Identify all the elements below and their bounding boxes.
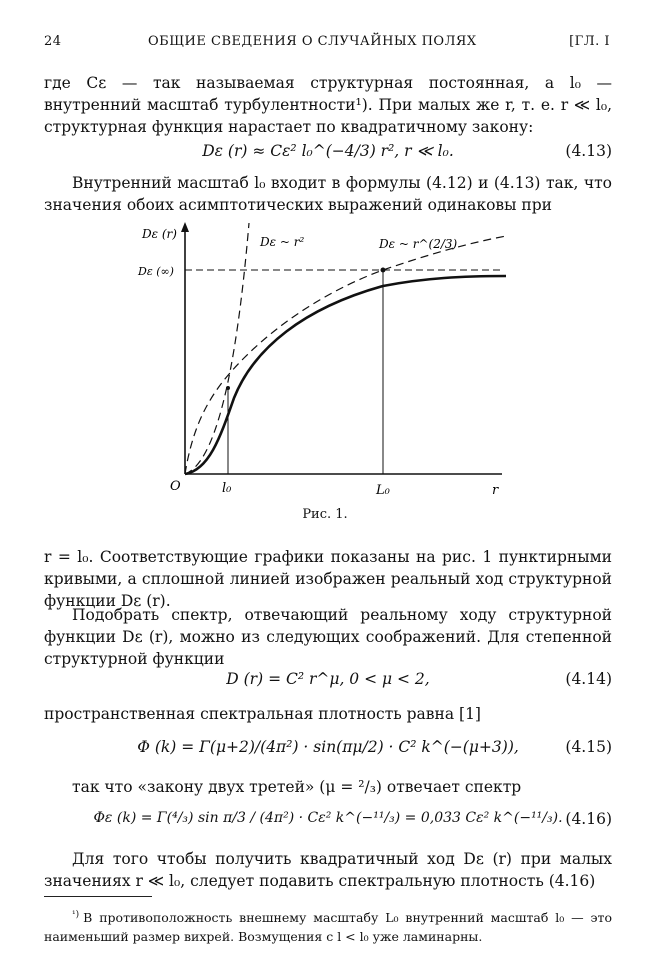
tick-l0-large: L₀ (376, 483, 390, 498)
l0-point (226, 386, 230, 390)
y-level-label: Dε (∞) (138, 265, 174, 278)
formula-4-15 (44, 738, 612, 762)
formula-number: (4.16) (565, 810, 612, 828)
footnote (44, 906, 612, 946)
footnote-marker: ¹) (72, 910, 80, 920)
y-axis-arrow (181, 222, 189, 232)
paragraph-6: так что «закону двух третей» (μ = ²/₃) отвечает спектр (72, 778, 522, 796)
formula-4-16 (44, 810, 612, 834)
page-number: 24 (44, 34, 62, 49)
running-title: ОБЩИЕ СВЕДЕНИЯ О СЛУЧАЙНЫХ ПОЛЯХ (148, 34, 477, 49)
origin-label: O (170, 479, 181, 494)
formula-expression: Φε (k) = Γ(⁴/₃) sin π/3 / (4π²) · Cε² k^(−¹¹/₃) = 0,033 Cε² k^(−¹¹/₃). (93, 810, 563, 826)
curve-label-two-thirds: Dε ~ r^(2/3) (379, 237, 458, 251)
footnote-text: В противоположность внешнему масштабу L₀ внутренний масштаб l₀ — это наименьший размер вихрей. Возмущения с l < l₀ уже ламинарны. (44, 910, 612, 945)
formula-expression: Φ (k) = Γ(μ+2)/(4π²) · sin(πμ/2) · C² k^(−(μ+3)), (137, 738, 519, 756)
tick-l0-small: l₀ (222, 481, 232, 496)
formula-number: (4.14) (565, 670, 612, 688)
formula-4-14 (44, 670, 612, 694)
paragraph-7: Для того чтобы получить квадратичный ход Dε (r) при малых значениях r ≪ l₀, следует подавить спектральную плотность (4.16) (44, 850, 612, 890)
paragraph-3: r = l₀. Соответствующие графики показаны на рис. 1 пунктирными кривыми, а сплошной линией изображен реальный ход структурной функции Dε (r). (44, 548, 612, 610)
curve-real (185, 276, 506, 474)
curve-label-quadratic: Dε ~ r² (260, 235, 305, 249)
formula-number: (4.13) (565, 142, 612, 160)
y-axis-label: Dε (r) (142, 227, 177, 241)
x-axis-label: r (492, 483, 499, 498)
figure-caption: Рис. 1. (302, 507, 348, 522)
footnote-rule (44, 896, 152, 897)
curve-quadratic (185, 223, 249, 474)
formula-expression: D (r) = C² r^μ, 0 < μ < 2, (226, 670, 430, 688)
paragraph-1: где Cε — так называемая структурная постоянная, а l₀ — внутренний масштаб турбулентности¹). При малых же r, т. е. r ≪ l₀, структурная функция нарастает по квадратичному закону: (44, 74, 612, 136)
formula-expression: Dε (r) ≈ Cε² l₀^(−4/3) r², r ≪ l₀. (202, 142, 454, 160)
intersection-point (381, 268, 386, 273)
paragraph-4: Подобрать спектр, отвечающий реальному ходу структурной функции Dε (r), можно из следующих соображений. Для степенной структурной функции (44, 606, 612, 668)
paragraph-5: пространственная спектральная плотность равна [1] (44, 705, 481, 723)
chapter-marker: [ГЛ. I (569, 34, 610, 49)
paragraph-2: Внутренний масштаб l₀ входит в формулы (4.12) и (4.13) так, что значения обоих асимптотических выражений одинаковы при (44, 174, 612, 214)
running-header (44, 34, 610, 56)
formula-4-13 (44, 142, 612, 166)
figure-structure-function (134, 218, 518, 520)
formula-number: (4.15) (565, 738, 612, 756)
